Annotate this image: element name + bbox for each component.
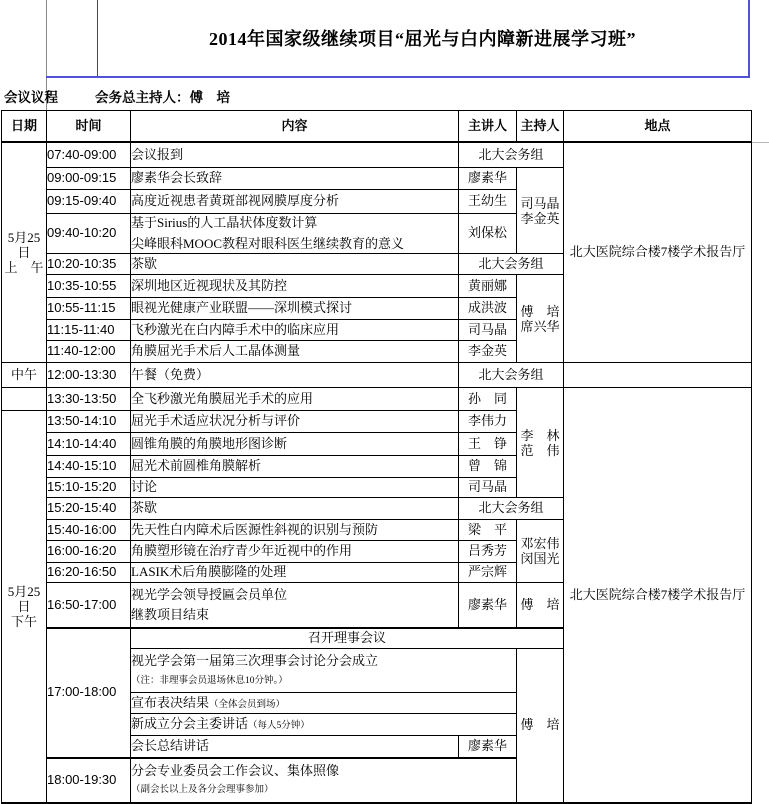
- cell-host: 傅 培: [517, 583, 564, 628]
- cell-time: 16:00-16:20: [47, 541, 131, 563]
- cell-content: 深圳地区近视现状及其防控: [131, 275, 459, 298]
- cell-content: 圆锥角膜的角膜地形图诊断: [131, 433, 459, 456]
- cell-host: [517, 520, 564, 583]
- cell-content: [131, 583, 459, 628]
- cell-date-empty: [2, 388, 47, 411]
- cell-time: 10:20-10:35: [47, 254, 131, 275]
- cell-content: 午餐（免费）: [131, 363, 459, 388]
- header-cell-time: 时间: [47, 111, 131, 142]
- cell-speaker: 司马晶: [459, 478, 517, 498]
- cell-content: [131, 714, 517, 736]
- cell-content: 角膜屈光手术后人工晶体测量: [131, 341, 459, 363]
- cell-location-empty: [564, 363, 752, 388]
- schedule-row: [2, 388, 752, 411]
- cell-content: 茶歇: [131, 254, 459, 275]
- content-line: 尖峰眼科MOOC教程对眼科医生继续教育的意义: [131, 235, 405, 251]
- header-row: [2, 111, 752, 142]
- cell-speaker: 司马晶: [459, 320, 517, 341]
- cell-speaker: 黄丽娜: [459, 275, 517, 298]
- cell-committee: 北大会务组: [459, 254, 564, 275]
- cell-speaker: 李伟力: [459, 411, 517, 433]
- host-name: 席兴华: [520, 318, 560, 334]
- cell-speaker: 王 铮: [459, 433, 517, 456]
- cell-host: [517, 168, 564, 254]
- cell-time: 15:10-15:20: [47, 478, 131, 498]
- cell-time: 17:00-18:00: [47, 628, 131, 758]
- cell-content: 讨论: [131, 478, 459, 498]
- cell-time: 16:50-17:00: [47, 583, 131, 628]
- cell-content: 屈光术前圆椎角膜解析: [131, 456, 459, 478]
- content-line: 宣布表决结果: [131, 694, 210, 710]
- cell-time: 09:15-09:40: [47, 190, 131, 214]
- header-cell-date: 日期: [2, 111, 47, 142]
- cell-content: 眼视光健康产业联盟——深圳模式探讨: [131, 298, 459, 320]
- page-title: 2014年国家级继续项目“屈光与白内障新进展学习班”: [209, 29, 636, 49]
- cell-time: 11:15-11:40: [47, 320, 131, 341]
- cell-date-morning: [2, 142, 47, 363]
- header-cell-speaker: 主讲人: [459, 111, 517, 142]
- cell-time: 14:40-15:10: [47, 456, 131, 478]
- header-cell-host: 主持人: [517, 111, 564, 142]
- cell-host: 傅 培: [517, 649, 564, 803]
- content-note: （副会长以上及各分会理事参加）: [131, 785, 274, 796]
- cell-content: 飞秒激光在白内障手术中的临床应用: [131, 320, 459, 341]
- date-line: 日: [17, 244, 31, 260]
- content-line: 基于Sirius的人工晶状体度数计算: [131, 215, 318, 231]
- cell-speaker: 孙 同: [459, 388, 517, 411]
- cell-time: 10:55-11:15: [47, 298, 131, 320]
- agenda-label: 会议议程: [4, 90, 58, 105]
- cell-speaker: 廖素华: [459, 168, 517, 190]
- title-box-bottom-border: [46, 76, 750, 78]
- cell-date-noon: 中午: [2, 363, 47, 388]
- cell-content: 会议报到: [131, 142, 459, 168]
- cell-speaker: 吕秀芳: [459, 541, 517, 563]
- header-cell-location: 地点: [564, 111, 752, 142]
- content-note: （全体会员到场）: [209, 699, 286, 710]
- cell-location-morning: 北大医院综合楼7楼学术报告厅: [564, 142, 752, 363]
- cell-committee: 北大会务组: [459, 363, 564, 388]
- cell-content: [131, 758, 517, 803]
- cell-time: 16:20-16:50: [47, 563, 131, 583]
- content-line: 视光学会第一届第三次理事会讨论分会成立: [131, 653, 379, 669]
- date-line: 日: [17, 598, 31, 614]
- cell-speaker: 曾 锦: [459, 456, 517, 478]
- cell-time: 13:30-13:50: [47, 388, 131, 411]
- board-meeting-banner: 召开理事会议: [131, 628, 564, 649]
- cell-content: 全飞秒激光角膜屈光手术的应用: [131, 388, 459, 411]
- host-name: 傅 培: [520, 303, 560, 319]
- content-line: 视光学会领导授匾会员单位: [131, 586, 288, 602]
- cell-content: [131, 693, 517, 714]
- host-name: 邓宏伟: [520, 536, 560, 551]
- cell-time: 09:00-09:15: [47, 168, 131, 190]
- date-line: 5月25: [7, 229, 41, 245]
- cell-committee: 北大会务组: [459, 498, 564, 520]
- cell-content: 高度近视患者黄斑部视网膜厚度分析: [131, 190, 459, 214]
- cell-time: 15:40-16:00: [47, 520, 131, 541]
- cell-location-afternoon: 北大医院综合楼7楼学术报告厅: [564, 388, 752, 803]
- content-note: （注：非理事会员退场休息10分钟。）: [131, 675, 288, 686]
- cell-time: 07:40-09:00: [47, 142, 131, 168]
- cell-speaker: 梁 平: [459, 520, 517, 541]
- cell-content: 廖素华会长致辞: [131, 168, 459, 190]
- cell-speaker: 李金英: [459, 341, 517, 363]
- cell-date-afternoon: [2, 411, 47, 803]
- cell-speaker: 刘保松: [459, 214, 517, 254]
- host-name: 李金英: [520, 210, 560, 226]
- cell-time: 15:20-15:40: [47, 498, 131, 520]
- content-line: 继教项目结束: [131, 606, 210, 622]
- cell-speaker: 王幼生: [459, 190, 517, 214]
- header-cell-content: 内容: [131, 111, 459, 142]
- cell-host: [517, 388, 564, 498]
- cell-time: 12:00-13:30: [47, 363, 131, 388]
- schedule-table: [1, 110, 752, 804]
- cell-time: 11:40-12:00: [47, 341, 131, 363]
- cell-time: 18:00-19:30: [47, 758, 131, 803]
- cell-content: 屈光手术适应状况分析与评价: [131, 411, 459, 433]
- cell-content: 角膜塑形镜在治疗青少年近视中的作用: [131, 541, 459, 563]
- subtitle-row: [0, 84, 769, 108]
- content-note: （每人5分钟）: [248, 721, 310, 732]
- host-name: 司马晶: [520, 195, 560, 211]
- content-line: 新成立分会主委讲话: [131, 716, 249, 732]
- cell-host: [517, 275, 564, 363]
- title-box-right-border: [748, 0, 750, 77]
- schedule-row: [2, 363, 752, 388]
- cell-time: 09:40-10:20: [47, 214, 131, 254]
- cell-content: 先天性白内障术后医源性斜视的识别与预防: [131, 520, 459, 541]
- schedule-row: [2, 142, 752, 168]
- cell-speaker: 廖素华: [459, 736, 517, 758]
- content-line: 分会专业委员会工作会议、集体照像: [131, 762, 340, 778]
- cell-speaker: 廖素华: [459, 583, 517, 628]
- host-name: 李 林: [520, 427, 560, 443]
- cell-content: 茶歇: [131, 498, 459, 520]
- cell-content: [131, 649, 517, 693]
- chief-host-label: 会务总主持人：傅 培: [95, 90, 230, 105]
- cell-content: [131, 214, 459, 254]
- date-line: 5月25: [7, 583, 41, 599]
- date-line: 下午: [10, 613, 37, 629]
- host-name: 闵国光: [520, 551, 560, 566]
- cell-time: 13:50-14:10: [47, 411, 131, 433]
- cell-time: 14:10-14:40: [47, 433, 131, 456]
- cell-content: LASIK术后角膜膨隆的处理: [131, 563, 459, 583]
- date-line: 上 午: [4, 259, 44, 275]
- host-name: 范 伟: [520, 442, 560, 458]
- cell-committee: 北大会务组: [459, 142, 564, 168]
- cell-time: 10:35-10:55: [47, 275, 131, 298]
- cell-speaker: 严宗辉: [459, 563, 517, 583]
- cell-speaker: 成洪波: [459, 298, 517, 320]
- cell-content: 会长总结讲话: [131, 736, 459, 758]
- grid-line-stub: [751, 142, 769, 143]
